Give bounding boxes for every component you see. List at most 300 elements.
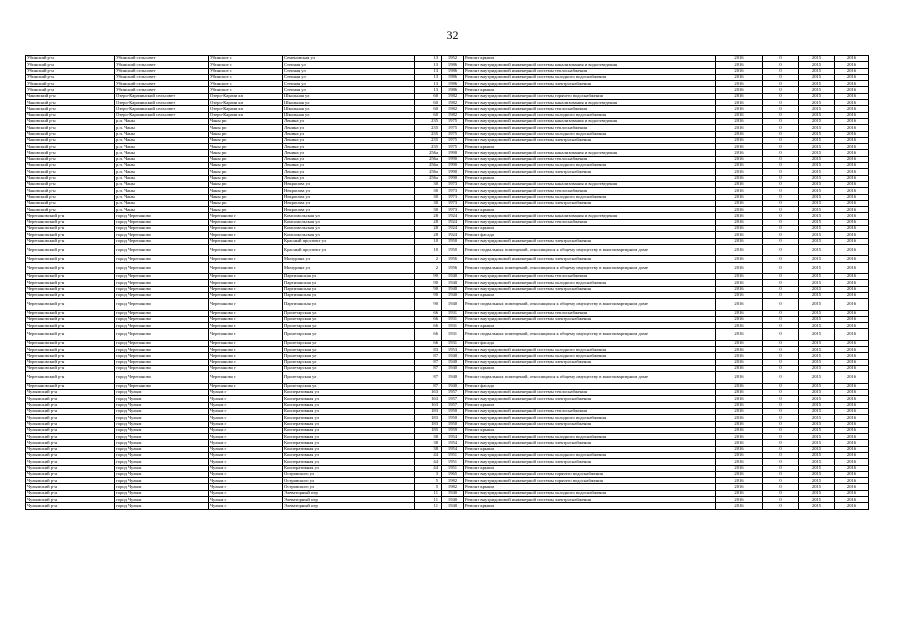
period-start-cell: 2015 [799,402,835,408]
district-cell: Черепановский р-н [26,299,115,310]
district-cell: Чановский р-н [26,163,115,169]
cost-cell: 0 [763,329,799,340]
street-cell: Кооперативная ул [283,452,415,458]
work-type-cell: Ремонт внутридомовой инженерной системы канализования и водоотведения [464,62,716,68]
municipality-cell: р.п. Чаны [115,131,209,137]
build-year-cell: 1956 [442,256,464,262]
district-cell: Черепановский р-н [26,383,115,389]
period-start-cell: 2015 [799,125,835,131]
municipality-cell: город Черепаново [115,280,209,286]
locality-cell: Чулым г [209,490,283,496]
period-start-cell: 2015 [799,340,835,346]
period-start-cell: 2015 [799,81,835,87]
period-start-cell: 2015 [799,421,835,427]
municipality-cell: город Чулым [115,478,209,484]
plan-year-cell: 2016 [716,478,763,484]
build-year-cell: 1924 [442,219,464,225]
house-number-cell: 235 [415,144,442,150]
house-number-cell: 11 [415,503,442,509]
period-end-cell: 2016 [835,347,869,353]
cost-cell: 0 [763,163,799,169]
cost-cell: 0 [763,490,799,496]
street-cell: Ленина ул [283,169,415,175]
street-cell: Пролетарская ул [283,372,415,383]
plan-year-cell: 2016 [716,340,763,346]
period-start-cell: 2015 [799,207,835,213]
period-end-cell: 2016 [835,87,869,93]
cost-cell: 0 [763,316,799,322]
build-year-cell: 1975 [442,118,464,124]
cost-cell: 0 [763,310,799,316]
locality-cell: Убинское с [209,81,283,87]
period-start-cell: 2015 [799,226,835,232]
locality-cell: Чулым г [209,452,283,458]
street-cell: Кооперативная ул [283,427,415,433]
build-year-cell: 1950 [442,421,464,427]
period-start-cell: 2015 [799,244,835,255]
table-row [26,262,869,273]
build-year-cell: 1931 [442,323,464,329]
table-row [26,503,869,509]
plan-year-cell: 2016 [716,434,763,440]
period-end-cell: 2016 [835,427,869,433]
period-end-cell: 2016 [835,299,869,310]
work-type-cell: Ремонт внутридомовой инженерной системы холодного водоснабжения [464,163,716,169]
house-number-cell: 66 [415,340,442,346]
house-number-cell: 66 [415,329,442,340]
locality-cell: Чулым г [209,390,283,396]
street-cell: Ленина ул [283,144,415,150]
district-cell: Чановский р-н [26,131,115,137]
build-year-cell: 1986 [442,74,464,80]
cost-cell: 0 [763,100,799,106]
house-number-cell: 183 [415,408,442,414]
cost-cell: 0 [763,347,799,353]
street-cell: Пролетарская ул [283,310,415,316]
period-end-cell: 2016 [835,150,869,156]
work-type-cell: Ремонт внутридомовой инженерной системы холодного водоснабжения [464,452,716,458]
house-number-cell: 2 [415,256,442,262]
build-year-cell: 1924 [442,213,464,219]
cost-cell: 0 [763,175,799,181]
cost-cell: 0 [763,112,799,118]
locality-cell: Черепаново г [209,232,283,238]
period-start-cell: 2015 [799,490,835,496]
period-end-cell: 2016 [835,156,869,162]
period-end-cell: 2016 [835,262,869,273]
district-cell: Чановский р-н [26,175,115,181]
work-type-cell: Ремонт внутридомовой инженерной системы холодного водоснабжения [464,353,716,359]
period-start-cell: 2015 [799,383,835,389]
district-cell: Черепановский р-н [26,366,115,372]
plan-year-cell: 2016 [716,219,763,225]
locality-cell: Черепаново г [209,372,283,383]
street-cell: Комсомольская ул [283,226,415,232]
municipality-cell: город Чулым [115,396,209,402]
municipality-cell: город Черепаново [115,238,209,244]
build-year-cell: 1940 [442,353,464,359]
work-type-cell: Ремонт внутридомовой инженерной системы холодного водоснабжения [464,131,716,137]
house-number-cell: 28 [415,226,442,232]
build-year-cell: 1931 [442,316,464,322]
work-type-cell: Ремонт внутридомовой инженерной системы холодного водоснабжения [464,112,716,118]
period-end-cell: 2016 [835,112,869,118]
plan-year-cell: 2016 [716,144,763,150]
street-cell: Партизанская ул [283,280,415,286]
district-cell: Чановский р-н [26,156,115,162]
district-cell: Чулымский р-н [26,396,115,402]
table-row [26,329,869,340]
repair-program-table-container [25,55,868,510]
work-type-cell: Ремонт крыши [464,366,716,372]
period-start-cell: 2015 [799,137,835,143]
plan-year-cell: 2016 [716,232,763,238]
district-cell: Чановский р-н [26,169,115,175]
house-number-cell: 87 [415,366,442,372]
work-type-cell: Ремонт внутридомовой инженерной системы теплоснабжения [464,125,716,131]
municipality-cell: Озеро-Карачинский сельсовет [115,100,209,106]
house-number-cell: 28 [415,232,442,238]
period-end-cell: 2016 [835,408,869,414]
plan-year-cell: 2016 [716,471,763,477]
work-type-cell: Ремонт подвальных помещений, относящихся к общему имуществу в многоквартирном доме [464,262,716,273]
period-end-cell: 2016 [835,459,869,465]
locality-cell: Озеро-Карачи кп [209,112,283,118]
cost-cell: 0 [763,452,799,458]
work-type-cell: Ремонт внутридомовой инженерной системы теплоснабжения [464,219,716,225]
plan-year-cell: 2016 [716,163,763,169]
cost-cell: 0 [763,478,799,484]
municipality-cell: город Черепаново [115,262,209,273]
work-type-cell: Ремонт внутридомовой инженерной системы горячего водоснабжения [464,471,716,477]
house-number-cell: 87 [415,353,442,359]
cost-cell: 0 [763,56,799,62]
house-number-cell: 2 [415,262,442,273]
period-start-cell: 2015 [799,163,835,169]
plan-year-cell: 2016 [716,181,763,187]
plan-year-cell: 2016 [716,383,763,389]
district-cell: Чулымский р-н [26,434,115,440]
period-end-cell: 2016 [835,125,869,131]
period-start-cell: 2015 [799,181,835,187]
cost-cell: 0 [763,421,799,427]
period-end-cell: 2016 [835,93,869,99]
street-cell: Пролетарская ул [283,347,415,353]
plan-year-cell: 2016 [716,421,763,427]
work-type-cell: Ремонт крыши [464,402,716,408]
municipality-cell: город Черепаново [115,232,209,238]
period-start-cell: 2015 [799,56,835,62]
municipality-cell: город Черепаново [115,213,209,219]
municipality-cell: город Черепаново [115,323,209,329]
municipality-cell: город Черепаново [115,316,209,322]
municipality-cell: город Черепаново [115,286,209,292]
municipality-cell: город Черепаново [115,273,209,279]
house-number-cell: 90 [415,280,442,286]
house-number-cell: 235 [415,118,442,124]
locality-cell: Чулым г [209,427,283,433]
period-end-cell: 2016 [835,359,869,365]
build-year-cell: 1951 [442,459,464,465]
period-start-cell: 2015 [799,478,835,484]
street-cell: Пролетарская ул [283,340,415,346]
locality-cell: Черепаново г [209,366,283,372]
plan-year-cell: 2016 [716,93,763,99]
municipality-cell: Убинский сельсовет [115,81,209,87]
municipality-cell: город Чулым [115,390,209,396]
house-number-cell: 66 [415,316,442,322]
district-cell: Чулымский р-н [26,471,115,477]
locality-cell: Чулым г [209,415,283,421]
district-cell: Чановский р-н [26,194,115,200]
street-cell: Ленина ул [283,163,415,169]
work-type-cell: Ремонт фасада [464,340,716,346]
locality-cell: Черепаново г [209,310,283,316]
locality-cell: Чулым г [209,484,283,490]
locality-cell: Черепаново г [209,316,283,322]
period-end-cell: 2016 [835,353,869,359]
period-start-cell: 2015 [799,497,835,503]
cost-cell: 0 [763,286,799,292]
build-year-cell: 1990 [442,169,464,175]
locality-cell: Чаны рп [209,194,283,200]
locality-cell: Чулым г [209,459,283,465]
plan-year-cell: 2016 [716,137,763,143]
district-cell: Черепановский р-н [26,340,115,346]
work-type-cell: Ремонт внутридомовой инженерной системы теплоснабжения [464,156,716,162]
municipality-cell: Убинский сельсовет [115,74,209,80]
work-type-cell: Ремонт внутридомовой инженерной системы электроснабжения [464,256,716,262]
build-year-cell: 1965 [442,471,464,477]
build-year-cell: 1924 [442,226,464,232]
work-type-cell: Ремонт внутридомовой инженерной системы электроснабжения [464,200,716,206]
plan-year-cell: 2016 [716,490,763,496]
house-number-cell: 256а [415,150,442,156]
district-cell: Черепановский р-н [26,359,115,365]
street-cell: Островского ул [283,471,415,477]
plan-year-cell: 2016 [716,226,763,232]
street-cell: Ленина ул [283,150,415,156]
build-year-cell: 1986 [442,68,464,74]
municipality-cell: город Черепаново [115,244,209,255]
period-start-cell: 2015 [799,106,835,112]
house-number-cell: 38 [415,440,442,446]
work-type-cell: Ремонт внутридомовой инженерной системы канализования и водоотведения [464,118,716,124]
house-number-cell: 90 [415,292,442,298]
district-cell: Черепановский р-н [26,232,115,238]
build-year-cell: 1973 [442,181,464,187]
municipality-cell: город Чулым [115,421,209,427]
build-year-cell: 1990 [442,163,464,169]
period-start-cell: 2015 [799,74,835,80]
work-type-cell: Ремонт внутридомовой инженерной системы теплоснабжения [464,310,716,316]
district-cell: Чановский р-н [26,188,115,194]
house-number-cell: 30 [415,200,442,206]
build-year-cell: 1954 [442,434,464,440]
build-year-cell: 1940 [442,490,464,496]
plan-year-cell: 2016 [716,452,763,458]
cost-cell: 0 [763,74,799,80]
house-number-cell: 60 [415,100,442,106]
build-year-cell: 1950 [442,415,464,421]
locality-cell: Черепаново г [209,353,283,359]
cost-cell: 0 [763,106,799,112]
work-type-cell: Ремонт фасада [464,232,716,238]
cost-cell: 0 [763,390,799,396]
plan-year-cell: 2016 [716,390,763,396]
table-row [26,299,869,310]
work-type-cell: Ремонт внутридомовой инженерной системы электроснабжения [464,286,716,292]
cost-cell: 0 [763,188,799,194]
work-type-cell: Ремонт внутридомовой инженерной системы горячего водоснабжения [464,93,716,99]
locality-cell: Чулым г [209,446,283,452]
work-type-cell: Ремонт внутридомовой инженерной системы теплоснабжения [464,68,716,74]
work-type-cell: Ремонт крыши [464,323,716,329]
house-number-cell: 183 [415,415,442,421]
period-end-cell: 2016 [835,310,869,316]
street-cell: Кооперативная ул [283,459,415,465]
period-end-cell: 2016 [835,316,869,322]
locality-cell: Черепаново г [209,347,283,353]
street-cell: Комсомольская ул [283,219,415,225]
cost-cell: 0 [763,471,799,477]
cost-cell: 0 [763,396,799,402]
locality-cell: Озеро-Карачи кп [209,100,283,106]
locality-cell: Черепаново г [209,280,283,286]
house-number-cell: 235 [415,137,442,143]
locality-cell: Чаны рп [209,118,283,124]
work-type-cell: Ремонт крыши [464,56,716,62]
period-end-cell: 2016 [835,396,869,402]
house-number-cell: 13 [415,87,442,93]
locality-cell: Черепаново г [209,226,283,232]
street-cell: Школьная ул [283,100,415,106]
period-start-cell: 2015 [799,144,835,150]
plan-year-cell: 2016 [716,68,763,74]
plan-year-cell: 2016 [716,213,763,219]
plan-year-cell: 2016 [716,329,763,340]
municipality-cell: город Черепаново [115,366,209,372]
period-start-cell: 2015 [799,465,835,471]
municipality-cell: город Черепаново [115,292,209,298]
locality-cell: Чулым г [209,465,283,471]
plan-year-cell: 2016 [716,465,763,471]
work-type-cell: Ремонт внутридомовой инженерной системы канализования и водоотведения [464,213,716,219]
street-cell: Степная ул [283,81,415,87]
build-year-cell: 1940 [442,299,464,310]
street-cell: Элеваторный пер [283,503,415,509]
cost-cell: 0 [763,194,799,200]
house-number-cell: 87 [415,372,442,383]
district-cell: Черепановский р-н [26,273,115,279]
street-cell: Элеваторный пер [283,490,415,496]
period-end-cell: 2016 [835,169,869,175]
municipality-cell: Убинский сельсовет [115,56,209,62]
period-end-cell: 2016 [835,383,869,389]
period-end-cell: 2016 [835,323,869,329]
period-start-cell: 2015 [799,194,835,200]
house-number-cell: 13 [415,81,442,87]
street-cell: Школьная ул [283,106,415,112]
period-start-cell: 2015 [799,390,835,396]
period-start-cell: 2015 [799,280,835,286]
plan-year-cell: 2016 [716,359,763,365]
period-end-cell: 2016 [835,194,869,200]
cost-cell: 0 [763,340,799,346]
period-end-cell: 2016 [835,440,869,446]
plan-year-cell: 2016 [716,396,763,402]
cost-cell: 0 [763,118,799,124]
municipality-cell: город Чулым [115,402,209,408]
work-type-cell: Ремонт подвальных помещений, относящихся к общему имуществу в многоквартирном доме [464,372,716,383]
municipality-cell: город Чулым [115,459,209,465]
plan-year-cell: 2016 [716,256,763,262]
cost-cell: 0 [763,244,799,255]
street-cell: Некрасова ул [283,194,415,200]
plan-year-cell: 2016 [716,323,763,329]
build-year-cell: 1940 [442,292,464,298]
house-number-cell: 60 [415,93,442,99]
locality-cell: Чаны рп [209,150,283,156]
plan-year-cell: 2016 [716,292,763,298]
cost-cell: 0 [763,440,799,446]
locality-cell: Чаны рп [209,156,283,162]
municipality-cell: р.п. Чаны [115,200,209,206]
locality-cell: Чаны рп [209,175,283,181]
cost-cell: 0 [763,465,799,471]
locality-cell: Черепаново г [209,256,283,262]
municipality-cell: город Черепаново [115,219,209,225]
work-type-cell: Ремонт внутридомовой инженерной системы электроснабжения [464,137,716,143]
municipality-cell: город Чулым [115,446,209,452]
district-cell: Чулымский р-н [26,478,115,484]
period-end-cell: 2016 [835,68,869,74]
district-cell: Чулымский р-н [26,503,115,509]
street-cell: Пролетарская ул [283,359,415,365]
street-cell: Степная ул [283,74,415,80]
street-cell: Кооперативная ул [283,465,415,471]
work-type-cell: Ремонт крыши [464,207,716,213]
page-number: 32 [446,28,459,42]
street-cell: Пролетарская ул [283,323,415,329]
district-cell: Чановский р-н [26,100,115,106]
district-cell: Чулымский р-н [26,427,115,433]
work-type-cell: Ремонт внутридомовой инженерной системы теплоснабжения [464,188,716,194]
municipality-cell: город Чулым [115,490,209,496]
work-type-cell: Ремонт крыши [464,175,716,181]
build-year-cell: 1940 [442,280,464,286]
period-end-cell: 2016 [835,81,869,87]
plan-year-cell: 2016 [716,169,763,175]
work-type-cell: Ремонт крыши [464,503,716,509]
work-type-cell: Ремонт крыши [464,226,716,232]
municipality-cell: город Черепаново [115,310,209,316]
plan-year-cell: 2016 [716,87,763,93]
period-end-cell: 2016 [835,503,869,509]
cost-cell: 0 [763,125,799,131]
district-cell: Чулымский р-н [26,484,115,490]
plan-year-cell: 2016 [716,125,763,131]
district-cell: Чулымский р-н [26,440,115,446]
municipality-cell: р.п. Чаны [115,137,209,143]
cost-cell: 0 [763,484,799,490]
build-year-cell: 1975 [442,125,464,131]
build-year-cell: 1957 [442,402,464,408]
locality-cell: Чулым г [209,396,283,402]
build-year-cell: 1957 [442,396,464,402]
district-cell: Чановский р-н [26,150,115,156]
work-type-cell: Ремонт крыши [464,87,716,93]
